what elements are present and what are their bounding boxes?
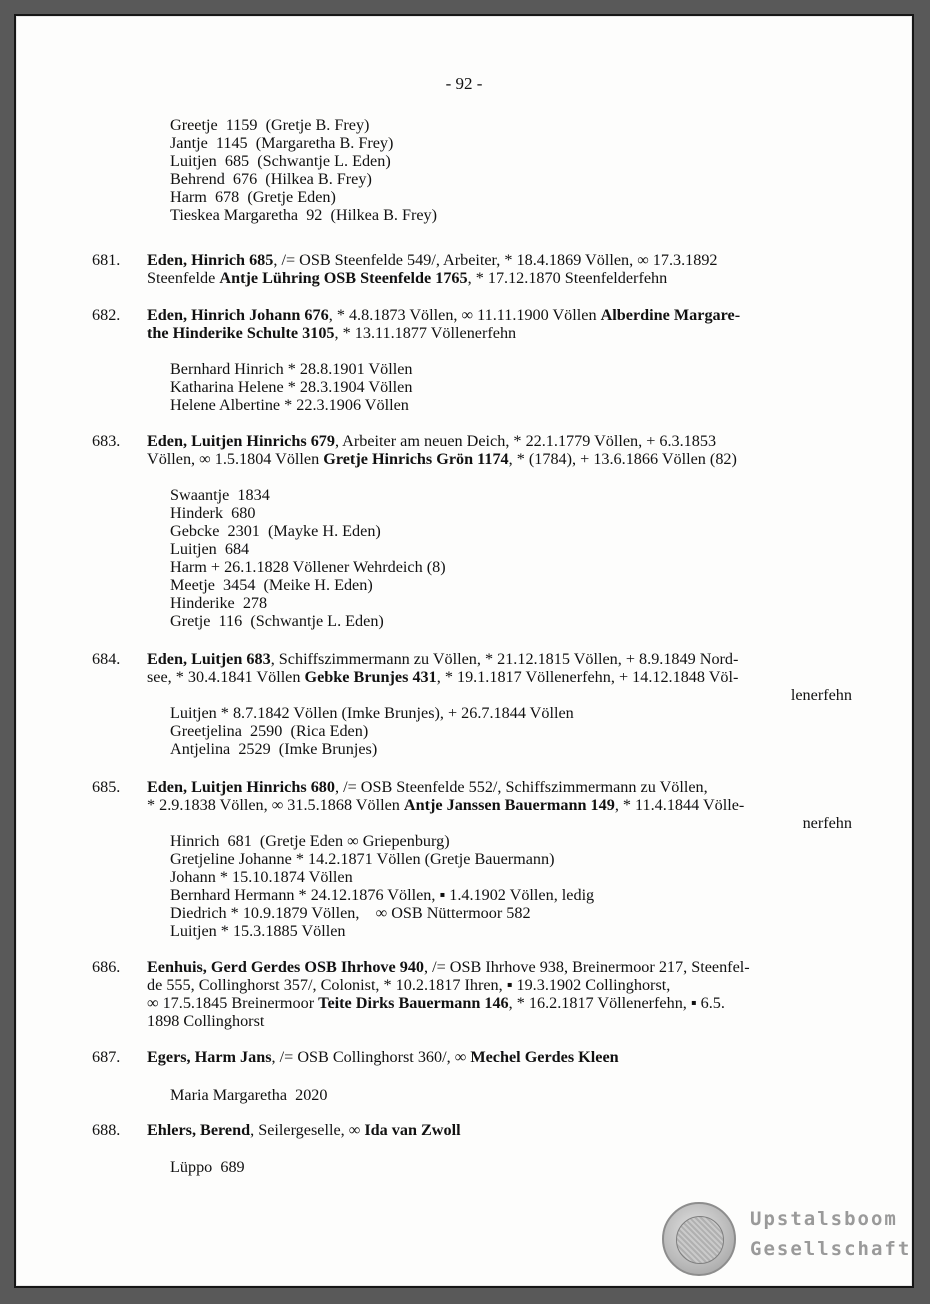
document-page xyxy=(14,14,914,1288)
child-line: Jantje 1145 (Margaretha B. Frey) xyxy=(170,134,394,152)
person-name: Mechel Gerdes Kleen xyxy=(470,1048,619,1066)
entry-number: 684. xyxy=(92,650,121,668)
person-name: Ida van Zwoll xyxy=(364,1121,461,1139)
person-name: the Hinderike Schulte 3105 xyxy=(147,324,335,342)
entry-text-line xyxy=(147,1048,619,1066)
person-name: Eenhuis, Gerd Gerdes OSB Ihrhove 940 xyxy=(147,958,425,976)
entry-detail: Völlen, ∞ 1.5.1804 Völlen xyxy=(147,450,324,468)
person-name: Eden, Hinrich 685 xyxy=(147,251,274,269)
child-line: Harm 678 (Gretje Eden) xyxy=(170,188,336,206)
person-name: Antje Lühring OSB Steenfelde 1765 xyxy=(219,269,468,287)
entry-text-line xyxy=(147,306,740,324)
child-line: Luitjen * 8.7.1842 Völlen (Imke Brunjes), + 26.7.1844 Völlen xyxy=(170,704,574,722)
entry-text-line xyxy=(147,450,737,468)
entry-text-line xyxy=(147,1012,264,1030)
entry-text-line xyxy=(147,650,738,668)
entry-detail: Steenfelde xyxy=(147,269,220,287)
child-line: Hinderike 278 xyxy=(170,594,268,612)
entry-detail: ∞ 17.5.1845 Breinermoor xyxy=(147,994,319,1012)
child-line: Gebcke 2301 (Mayke H. Eden) xyxy=(170,522,381,540)
child-line: Bernhard Hinrich * 28.8.1901 Völlen xyxy=(170,360,413,378)
child-line: Antjelina 2529 (Imke Brunjes) xyxy=(170,740,378,758)
person-name: Gebke Brunjes 431 xyxy=(304,668,437,686)
child-line: Diedrich * 10.9.1879 Völlen, ∞ OSB Nüttermoor 582 xyxy=(170,904,531,922)
entry-text-line xyxy=(147,778,708,796)
entry-text-line xyxy=(147,976,670,994)
child-line: Gretje 116 (Schwantje L. Eden) xyxy=(170,612,384,630)
logo-line-1: Upstalsboom xyxy=(750,1208,898,1230)
seal-icon xyxy=(662,1202,736,1276)
entry-detail: , /= OSB Collinghorst 360/, ∞ xyxy=(271,1048,471,1066)
entry-detail: , * 16.2.1817 Völlenerfehn, ▪ 6.5. xyxy=(508,994,725,1012)
entry-number: 687. xyxy=(92,1048,121,1066)
entry-text-line xyxy=(147,1121,461,1139)
child-line: Hinrich 681 (Gretje Eden ∞ Griepenburg) xyxy=(170,832,450,850)
entry-detail: , * 19.1.1817 Völlenerfehn, + 14.12.1848 Völ- xyxy=(436,668,739,686)
entry-detail: see, * 30.4.1841 Völlen xyxy=(147,668,305,686)
upstalsboom-logo xyxy=(662,1202,912,1280)
child-line: Meetje 3454 (Meike H. Eden) xyxy=(170,576,373,594)
person-name: Antje Janssen Bauermann 149 xyxy=(403,796,615,814)
entry-detail: , /= OSB Steenfelde 552/, Schiffszimmermann zu Völlen, xyxy=(334,778,708,796)
child-line: Tieskea Margaretha 92 (Hilkea B. Frey) xyxy=(170,206,438,224)
entry-text-line xyxy=(147,432,716,450)
child-line: Luitjen * 15.3.1885 Völlen xyxy=(170,922,346,940)
child-line: Johann * 15.10.1874 Völlen xyxy=(170,868,353,886)
entry-detail: 1898 Collinghorst xyxy=(147,1012,265,1030)
entry-detail: de 555, Collinghorst 357/, Colonist, * 10.2.1817 Ihren, ▪ 19.3.1902 Collinghorst, xyxy=(147,976,671,994)
person-name: Ehlers, Berend xyxy=(147,1121,251,1139)
page-number: - 92 - xyxy=(445,74,483,93)
entry-text-line xyxy=(147,958,750,976)
child-line: Hinderk 680 xyxy=(170,504,256,522)
child-line: Behrend 676 (Hilkea B. Frey) xyxy=(170,170,372,188)
entry-number: 683. xyxy=(92,432,121,450)
entry-text-continuation: nerfehn xyxy=(802,814,852,832)
child-line: Maria Margaretha 2020 xyxy=(170,1086,328,1104)
entry-detail: , * (1784), + 13.6.1866 Völlen (82) xyxy=(508,450,737,468)
entry-number: 682. xyxy=(92,306,121,324)
child-line: Helene Albertine * 22.3.1906 Völlen xyxy=(170,396,409,414)
entry-detail: * 2.9.1838 Völlen, ∞ 31.5.1868 Völlen xyxy=(147,796,404,814)
entry-number: 685. xyxy=(92,778,121,796)
entry-detail: , /= OSB Steenfelde 549/, Arbeiter, * 18.4.1869 Völlen, ∞ 17.3.1892 xyxy=(273,251,718,269)
person-name: Eden, Luitjen 683 xyxy=(147,650,271,668)
child-line: Gretjeline Johanne * 14.2.1871 Völlen (Gretje Bauermann) xyxy=(170,850,555,868)
child-line: Greetje 1159 (Gretje B. Frey) xyxy=(170,116,370,134)
logo-line-2: Gesellschaft xyxy=(750,1238,912,1260)
entry-detail: , * 17.12.1870 Steenfelderfehn xyxy=(467,269,668,287)
child-line: Bernhard Hermann * 24.12.1876 Völlen, ▪ 1.4.1902 Völlen, ledig xyxy=(170,886,595,904)
person-name: Gretje Hinrichs Grön 1174 xyxy=(323,450,509,468)
entry-number: 681. xyxy=(92,251,121,269)
entry-text-continuation: lenerfehn xyxy=(790,686,852,704)
entry-detail: , /= OSB Ihrhove 938, Breinermoor 217, Steenfel- xyxy=(424,958,750,976)
person-name: Teite Dirks Bauermann 146 xyxy=(318,994,509,1012)
person-name: Eden, Luitjen Hinrichs 679 xyxy=(147,432,335,450)
entry-detail: , * 13.11.1877 Völlenerfehn xyxy=(334,324,517,342)
entry-number: 686. xyxy=(92,958,121,976)
entry-detail: , Seilergeselle, ∞ xyxy=(250,1121,365,1139)
entry-detail: , Schiffszimmermann zu Völlen, * 21.12.1815 Völlen, + 8.9.1849 Nord- xyxy=(270,650,739,668)
person-name: Egers, Harm Jans xyxy=(147,1048,272,1066)
person-name: Alberdine Margare- xyxy=(600,306,741,324)
child-line: Luitjen 684 xyxy=(170,540,250,558)
child-line: Luitjen 685 (Schwantje L. Eden) xyxy=(170,152,391,170)
entry-text-line xyxy=(147,269,667,287)
entry-text-line xyxy=(147,796,744,814)
child-line: Swaantje 1834 xyxy=(170,486,270,504)
entry-detail: , Arbeiter am neuen Deich, * 22.1.1779 Völlen, + 6.3.1853 xyxy=(334,432,717,450)
child-line: Katharina Helene * 28.3.1904 Völlen xyxy=(170,378,413,396)
child-line: Greetjelina 2590 (Rica Eden) xyxy=(170,722,369,740)
entry-text-line xyxy=(147,324,516,342)
entry-detail: , * 11.4.1844 Völle- xyxy=(614,796,745,814)
entry-text-line xyxy=(147,251,718,269)
child-line: Lüppo 689 xyxy=(170,1158,245,1176)
entry-detail: , * 4.8.1873 Völlen, ∞ 11.11.1900 Völlen xyxy=(328,306,601,324)
person-name: Eden, Hinrich Johann 676 xyxy=(147,306,329,324)
child-line: Harm + 26.1.1828 Völlener Wehrdeich (8) xyxy=(170,558,446,576)
person-name: Eden, Luitjen Hinrichs 680 xyxy=(147,778,335,796)
entry-number: 688. xyxy=(92,1121,121,1139)
entry-text-line xyxy=(147,994,725,1012)
entry-text-line xyxy=(147,668,738,686)
